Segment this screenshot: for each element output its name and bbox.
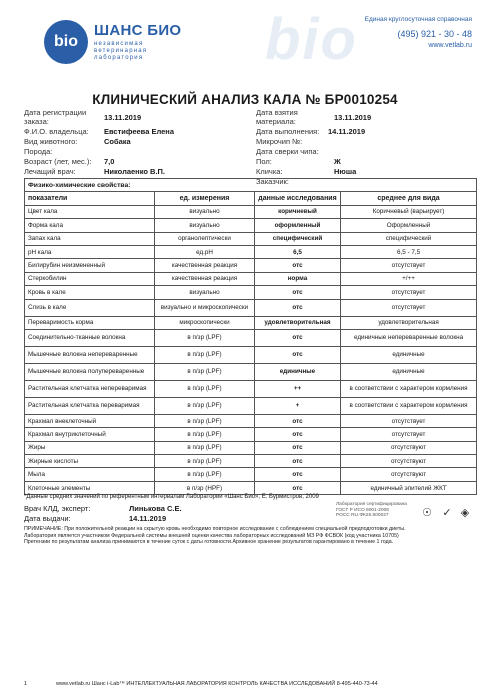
result-cell: отс xyxy=(255,414,341,427)
indicator-cell: Запах кала xyxy=(25,232,155,245)
table-row xyxy=(25,272,477,285)
doctor-label: Лечащий врач: xyxy=(24,167,76,176)
indicator-cell: Кровь в кале xyxy=(25,286,155,299)
column-header: ед. измерения xyxy=(155,192,255,205)
indicator-cell: Слизь в кале xyxy=(25,299,155,316)
reference-cell: единичный эпителий ЖКТ xyxy=(341,481,477,494)
species-label: Вид животного: xyxy=(24,137,78,146)
contacts xyxy=(365,16,472,49)
reg-label-2: заказа: xyxy=(24,117,49,126)
unit-cell: ед.pH xyxy=(155,245,255,258)
unit-cell: в п/зр (LPF) xyxy=(155,441,255,454)
logo-mark: bio xyxy=(44,20,88,64)
site-link[interactable]: www.vetlab.ru xyxy=(428,42,472,49)
certification-icon: ✓ xyxy=(442,507,452,519)
table-row xyxy=(25,468,477,481)
indicator-cell: Крахмал внеклеточный xyxy=(25,414,155,427)
column-header: среднее для вида xyxy=(341,192,477,205)
result-cell: отс xyxy=(255,346,341,363)
reference-cell: удовлетворительная xyxy=(341,316,477,329)
result-cell: отс xyxy=(255,481,341,494)
result-cell: оформленный xyxy=(255,219,341,232)
species-value: Собака xyxy=(104,137,131,146)
column-header: показатели xyxy=(25,192,155,205)
table-row xyxy=(25,316,477,329)
page-title: КЛИНИЧЕСКИЙ АНАЛИЗ КАЛА № БР0010254 xyxy=(92,92,398,107)
result-cell: норма xyxy=(255,272,341,285)
reference-cell: единичные xyxy=(341,346,477,363)
unit-cell: качественная реакция xyxy=(155,272,255,285)
stamp-line: ГОСТ Р ИСО 9001-2008 xyxy=(336,507,389,513)
result-cell: отс xyxy=(255,455,341,468)
indicator-cell: Билирубин неизмененный xyxy=(25,259,155,272)
result-cell: отс xyxy=(255,286,341,299)
unit-cell: визуально xyxy=(155,286,255,299)
table-row xyxy=(25,380,477,397)
indicator-cell: Жиры xyxy=(25,441,155,454)
brand-sub-line: независимая xyxy=(94,41,144,47)
remark: Претензии по результатам анализа принимаются в течение суток с даты готовности.Архивное хранение результатов гарантировано в течение 1 года. xyxy=(24,539,394,546)
phone: (495) 921 - 30 - 48 xyxy=(397,29,472,39)
reference-note: *Данные средних значений по референтным интервалам Лаборатории «Шанс Био», Е. Бурмистров, 2009 xyxy=(24,494,319,500)
reference-cell: Коричневый (варьирует) xyxy=(341,205,477,218)
breed-label: Порода: xyxy=(24,147,53,156)
table-row xyxy=(25,414,477,427)
indicator-cell: Растительная клетчатка непереваримая xyxy=(25,380,155,397)
brand-sub-line: лаборатория xyxy=(94,55,144,61)
table-row xyxy=(25,299,477,316)
sex-value: Ж xyxy=(334,157,341,166)
bio-watermark: bio xyxy=(265,7,358,72)
reference-cell: отсутствует xyxy=(341,414,477,427)
remark: ПРИМЕЧАНИЕ: При положительной реакции на скрытую кровь необходимо повторное исследование с соблюдением специальной предподготовки диеты. xyxy=(24,526,406,532)
result-cell: коричневый xyxy=(255,205,341,218)
indicator-cell: Жирные кислоты xyxy=(25,455,155,468)
unit-cell: качественная реакция xyxy=(155,259,255,272)
done-date: 14.11.2019 xyxy=(328,127,366,136)
expert-label: Врач КЛД, эксперт: xyxy=(24,504,91,513)
brand-subtitle xyxy=(94,41,147,62)
unit-cell: в п/зр (LPF) xyxy=(155,468,255,481)
table-header xyxy=(25,192,477,205)
issue-label: Дата выдачи: xyxy=(24,514,71,523)
indicator-cell: Соединительно-тканные волокна xyxy=(25,329,155,346)
table-row xyxy=(25,441,477,454)
certification-stamp xyxy=(336,502,416,519)
table-row xyxy=(25,428,477,441)
results-table xyxy=(24,178,477,495)
reference-cell: Оформленный xyxy=(341,219,477,232)
unit-cell: в п/зр (LPF) xyxy=(155,414,255,427)
reference-cell: в соответствии с характером кормления xyxy=(341,397,477,414)
table-row xyxy=(25,259,477,272)
indicator-cell: Крахмал внутриклеточный xyxy=(25,428,155,441)
certification-icon: ☉ xyxy=(422,507,432,519)
issue-value: 14.11.2019 xyxy=(129,514,167,523)
result-cell: единичные xyxy=(255,363,341,380)
indicator-cell: pH кала xyxy=(25,245,155,258)
remark: Лаборатория является участником Федеральной системы внешней оценки качества лабораторных исследований МЗ РФ ФСВОК (код участника 10705) xyxy=(24,532,399,539)
unit-cell: микроскопически xyxy=(155,316,255,329)
reference-cell: отсутствуют xyxy=(341,455,477,468)
result-cell: отс xyxy=(255,329,341,346)
result-cell: отс xyxy=(255,259,341,272)
indicator-cell: Клеточные элементы xyxy=(25,481,155,494)
footer-text: www.vetlab.ru Шанс i-Lab™ ИНТЕЛЛЕКТУАЛЬНАЯ ЛАБОРАТОРИЯ КОНТРОЛЬ КАЧЕСТВА ИССЛЕДОВАНИЙ 8-495-440-73-44 xyxy=(56,681,378,687)
take-label-2: материала: xyxy=(256,117,296,126)
age-label: Возраст (лет, мес.): xyxy=(24,157,92,166)
table-row xyxy=(25,455,477,468)
unit-cell: визуально xyxy=(155,205,255,218)
issue-line xyxy=(24,514,284,524)
unit-cell: в п/зр (HPF) xyxy=(155,481,255,494)
indicator-cell: Стеркобилин xyxy=(25,272,155,285)
reference-cell: специфический xyxy=(341,232,477,245)
done-label: Дата выполнения: xyxy=(256,127,320,136)
take-label: Дата взятия xyxy=(256,108,298,117)
indicator-cell: Мышечные волокна непереваренные xyxy=(25,346,155,363)
unit-cell: в п/зр (LPF) xyxy=(155,455,255,468)
table-row xyxy=(25,286,477,299)
certification-icon: ◈ xyxy=(460,507,470,519)
unit-cell: в п/зр (LPF) xyxy=(155,397,255,414)
nickname-value: Нюша xyxy=(334,167,357,176)
reference-cell: единичные непереваренные волокна xyxy=(341,329,477,346)
reference-cell: отсутствует xyxy=(341,286,477,299)
table-row xyxy=(25,205,477,218)
reference-cell: отсутствует xyxy=(341,299,477,316)
reg-date: 13.11.2019 xyxy=(104,113,142,122)
reference-cell: отсутствуют xyxy=(341,441,477,454)
unit-cell: визуально и микроскопически xyxy=(155,299,255,316)
expert-line xyxy=(24,504,284,514)
table-row xyxy=(25,329,477,346)
age-value: 7,0 xyxy=(104,157,115,166)
result-cell: отс xyxy=(255,441,341,454)
reference-cell: в соответствии с характером кормления xyxy=(341,380,477,397)
indicator-cell: Растительная клетчатка переваримая xyxy=(25,397,155,414)
take-date: 13.11.2019 xyxy=(334,113,372,122)
stamp-line: Лаборатория сертифицирована xyxy=(336,502,407,507)
page-number: 1 xyxy=(24,681,28,687)
result-cell: ++ xyxy=(255,380,341,397)
owner-label: Ф.И.О. владельца: xyxy=(24,127,89,136)
unit-cell: в п/зр (LPF) xyxy=(155,380,255,397)
unit-cell: в п/зр (LPF) xyxy=(155,329,255,346)
brand-sub-line: ветеринарная xyxy=(94,48,148,54)
section-title: Физико-химические свойства: xyxy=(25,179,477,192)
reg-label: Дата регистрации xyxy=(24,108,87,117)
nickname-label: Кличка: xyxy=(256,167,283,176)
indicator-cell: Мыла xyxy=(25,468,155,481)
reference-cell: +/++ xyxy=(341,272,477,285)
unit-cell: в п/зр (LPF) xyxy=(155,363,255,380)
column-header: данные исследования xyxy=(255,192,341,205)
table-row xyxy=(25,481,477,494)
table-row xyxy=(25,245,477,258)
reference-cell: отсутствует xyxy=(341,259,477,272)
result-cell: удовлетворительная xyxy=(255,316,341,329)
unit-cell: органолептически xyxy=(155,232,255,245)
owner-value: Евстифеева Елена xyxy=(104,127,174,136)
remarks xyxy=(24,526,470,546)
result-cell: отс xyxy=(255,428,341,441)
tagline: Единая круглосуточная справочная xyxy=(364,16,472,23)
table-row xyxy=(25,346,477,363)
indicator-cell: Переваримость корма xyxy=(25,316,155,329)
table-row xyxy=(25,363,477,380)
result-cell: 6,5 xyxy=(255,245,341,258)
reference-cell: единичные xyxy=(341,363,477,380)
expert-value: Линькова С.Е. xyxy=(129,504,182,513)
result-cell: + xyxy=(255,397,341,414)
doctor-value: Николаенко В.П. xyxy=(104,167,166,176)
indicator-cell: Цвет кала xyxy=(25,205,155,218)
stamp-line: РОСС RU.ФК25.К00027 xyxy=(336,513,389,519)
indicator-cell: Мышечные волокна полупереваренные xyxy=(25,363,155,380)
result-cell: отс xyxy=(255,468,341,481)
result-cell: специфический xyxy=(255,232,341,245)
chip-label: Микрочип №: xyxy=(256,137,303,146)
reference-cell: 6,5 - 7,5 xyxy=(341,245,477,258)
lab-logo xyxy=(44,20,234,80)
customer-label: Заказчик: xyxy=(256,177,289,186)
unit-cell: визуально xyxy=(155,219,255,232)
unit-cell: в п/зр (LPF) xyxy=(155,428,255,441)
unit-cell: в п/зр (LPF) xyxy=(155,346,255,363)
table-row xyxy=(25,232,477,245)
indicator-cell: Форма кала xyxy=(25,219,155,232)
table-row xyxy=(25,219,477,232)
brand-name: ШАНС БИО xyxy=(94,22,182,39)
result-cell: отс xyxy=(255,299,341,316)
reference-cell: отсутствуют xyxy=(341,468,477,481)
chip-check-label: Дата сверки чипа: xyxy=(256,147,319,156)
sex-label: Пол: xyxy=(256,157,272,166)
reference-cell: отсутствует xyxy=(341,428,477,441)
table-row xyxy=(25,397,477,414)
